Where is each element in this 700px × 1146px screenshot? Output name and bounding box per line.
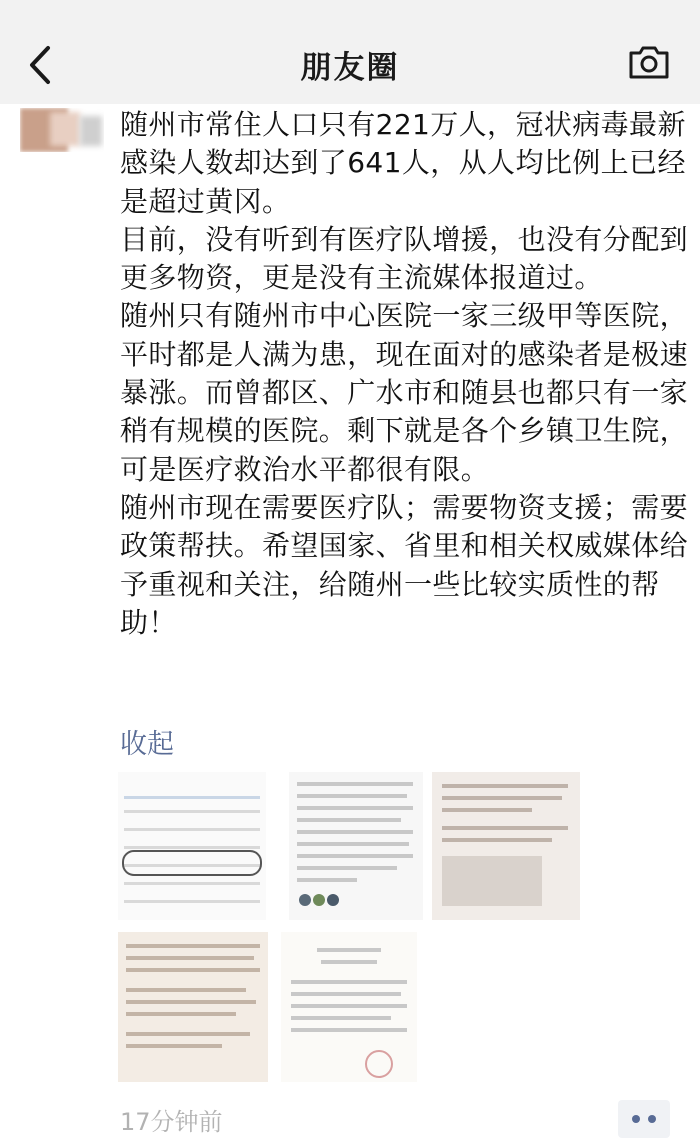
post-image-thumbnail[interactable] bbox=[281, 932, 417, 1082]
avatar[interactable] bbox=[20, 108, 104, 152]
page-title: 朋友圈 bbox=[300, 50, 400, 86]
post-image-thumbnail[interactable] bbox=[432, 772, 580, 920]
camera-icon[interactable] bbox=[628, 44, 670, 80]
post-paragraph: 随州市现在需要医疗队；需要物资支援；需要政策帮扶。希望国家、省里和相关权威媒体给予重视和关注，给随州一些比较实质性的帮助！ bbox=[120, 490, 689, 639]
post-image-thumbnail[interactable] bbox=[118, 772, 266, 920]
post-image-thumbnail[interactable] bbox=[118, 932, 268, 1082]
post-text bbox=[120, 106, 692, 642]
post-paragraph: 随州只有随州市中心医院一家三级甲等医院，平时都是人满为患，现在面对的感染者是极速暴涨。而曾都区、广水市和随县也都只有一家稍有规模的医院。剩下就是各个乡镇卫生院，可是医疗救治水平都很有限。 bbox=[120, 299, 689, 486]
post-timestamp: 17分钟前 bbox=[120, 1108, 223, 1136]
post-paragraph: 随州市常住人口只有221万人，冠状病毒最新感染人数却达到了641人，从人均比例上已经是超过黄冈。 bbox=[120, 108, 686, 218]
post-image-thumbnail[interactable] bbox=[289, 772, 423, 920]
nav-bar bbox=[0, 0, 700, 104]
more-dots-icon[interactable] bbox=[618, 1100, 670, 1138]
collapse-link[interactable]: 收起 bbox=[120, 729, 174, 760]
post-paragraph: 目前，没有听到有医疗队增援，也没有分配到更多物资，更是没有主流媒体报道过。 bbox=[120, 222, 689, 295]
